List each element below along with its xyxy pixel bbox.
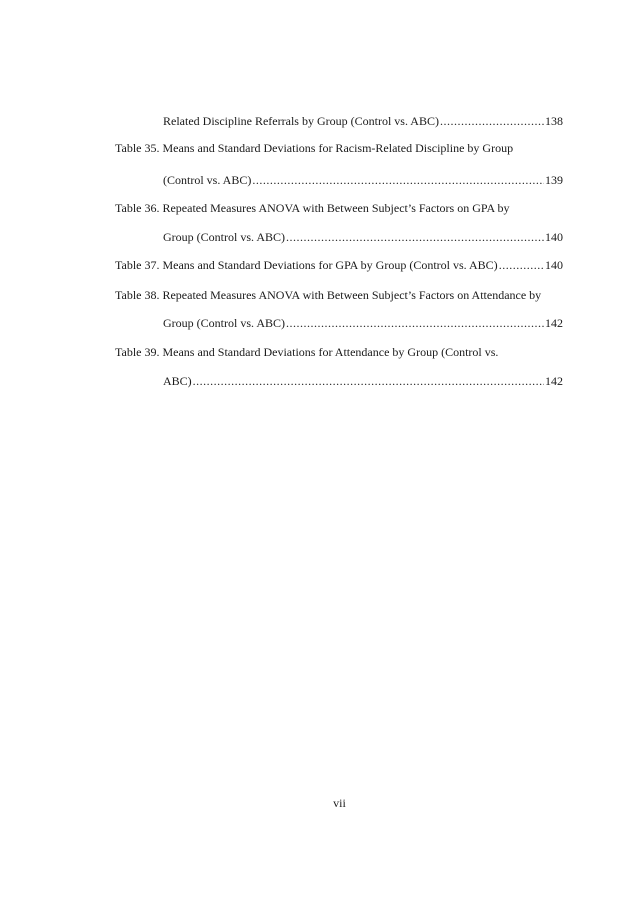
toc-entry-text: ABC)	[163, 374, 192, 388]
dot-leader	[440, 113, 544, 129]
toc-entry-text: Group (Control vs. ABC)	[163, 230, 286, 244]
toc-page-number: 139	[545, 173, 563, 187]
toc-entry-table-39-title: Table 39. Means and Standard Deviations for Attendance by Group (Control vs.	[115, 345, 499, 359]
toc-entry-table-36	[163, 229, 563, 245]
toc-entry-table-37	[115, 257, 563, 273]
toc-entry-text: (Control vs. ABC)	[163, 173, 252, 187]
toc-entry-table-34	[163, 113, 563, 129]
toc-page-number: 142	[545, 374, 563, 388]
dot-leader	[286, 315, 544, 331]
toc-entry-text: Table 37. Means and Standard Deviations for GPA by Group (Control vs. ABC)	[115, 258, 498, 272]
toc-entry-table-39	[163, 373, 563, 389]
toc-page-number: 140	[545, 230, 563, 244]
toc-entry-table-35-title: Table 35. Means and Standard Deviations for Racism-Related Discipline by Group	[115, 141, 514, 155]
dot-leader	[193, 373, 544, 389]
dot-leader	[252, 172, 544, 188]
toc-entry-table-35	[163, 172, 563, 188]
toc-entry-table-36-title: Table 36. Repeated Measures ANOVA with Between Subject’s Factors on GPA by	[115, 201, 510, 215]
toc-entry-text: Related Discipline Referrals by Group (Control vs. ABC)	[163, 114, 439, 128]
toc-entry-table-38	[163, 315, 563, 331]
toc-entry-table-38-title: Table 38. Repeated Measures ANOVA with Between Subject’s Factors on Attendance by	[115, 288, 542, 302]
toc-page-number: 138	[545, 114, 563, 128]
toc-entry-text: Group (Control vs. ABC)	[163, 316, 286, 330]
dot-leader	[286, 229, 544, 245]
dot-leader	[499, 257, 544, 273]
toc-page-number: 142	[545, 316, 563, 330]
page-number: vii	[333, 796, 346, 810]
toc-page-number: 140	[545, 258, 563, 272]
